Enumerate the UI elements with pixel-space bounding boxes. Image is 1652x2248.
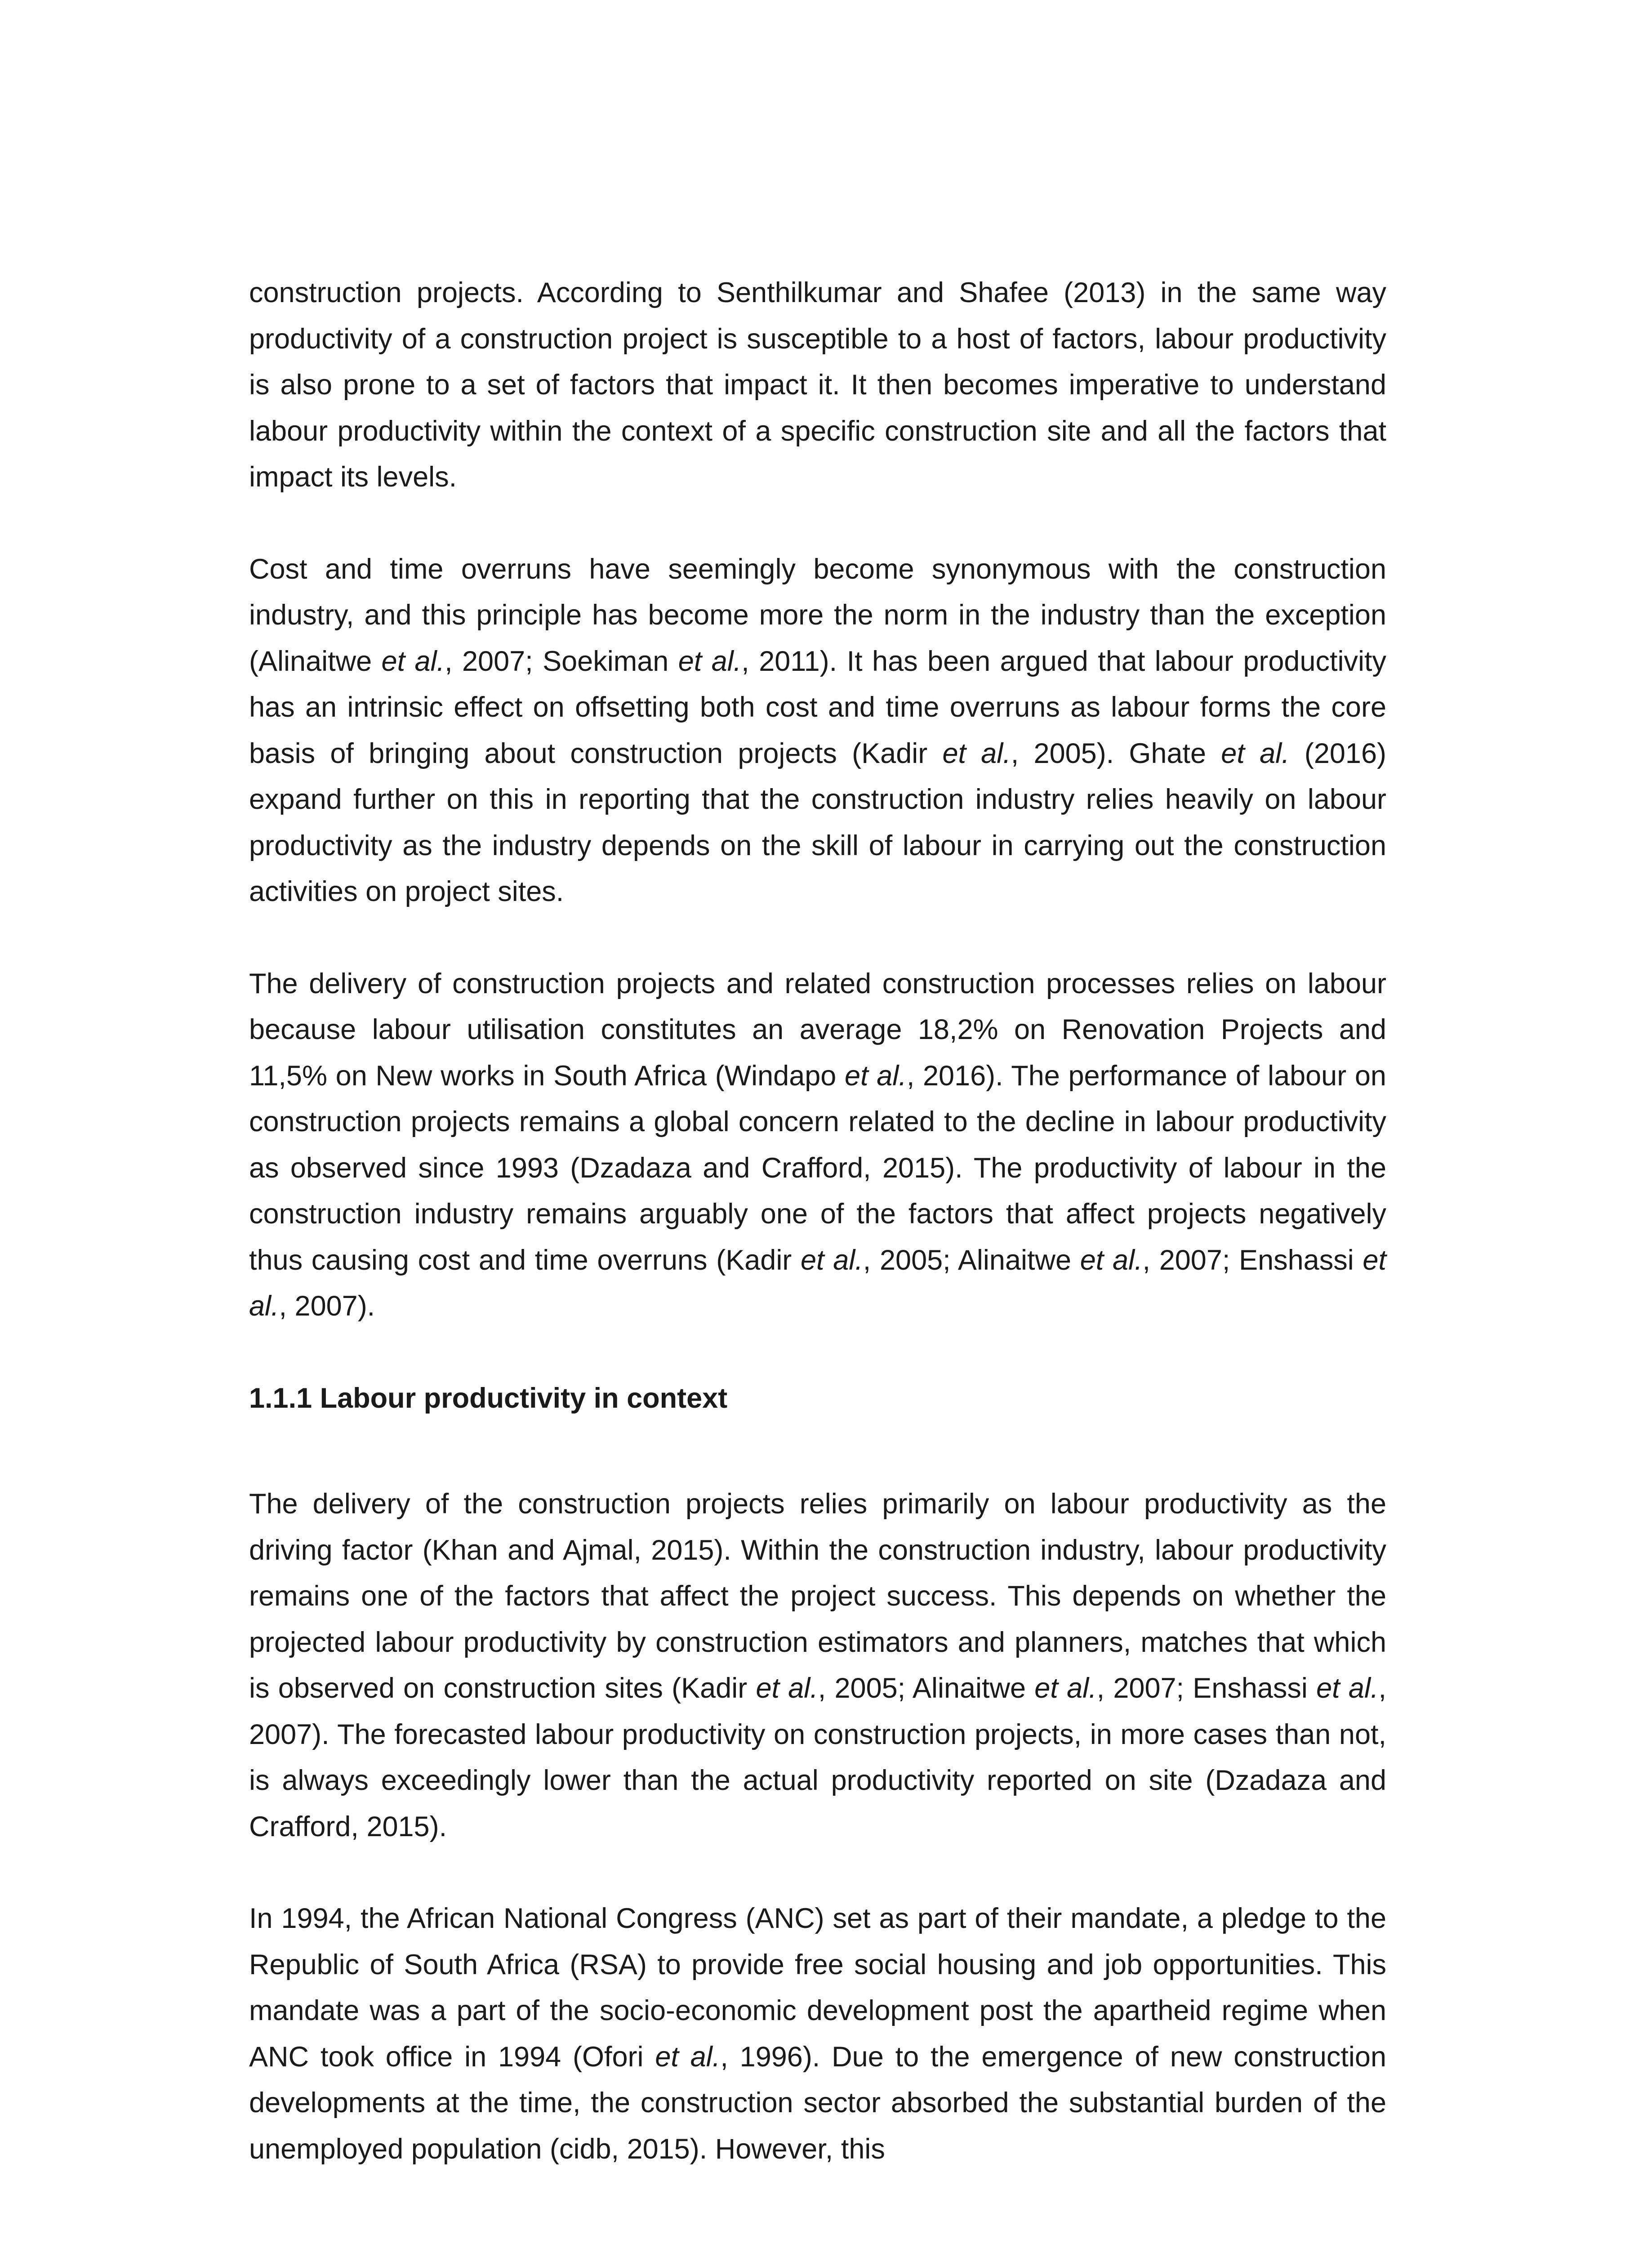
italic-text: et al. <box>756 1673 818 1704</box>
text-run: , 2007; Enshassi <box>1142 1244 1363 1276</box>
text-run: (2016) expand further on this in reporting that the construction industry relies heavily on labour productivity as the industry depends on the skill of labour in carrying out the construction activities on project sites. <box>249 737 1386 907</box>
italic-text: et al. <box>845 1060 907 1092</box>
body-paragraph <box>249 1896 1386 2172</box>
text-run: , 2007). <box>279 1290 375 1322</box>
italic-text: et al. <box>942 737 1011 769</box>
italic-text: et al. <box>1034 1673 1097 1704</box>
italic-text: et al. <box>1080 1244 1143 1276</box>
text-run: , 2005). Ghate <box>1011 737 1221 769</box>
text-run: The delivery of construction projects and related construction processes relies on labour because labour utilisation constitutes an average 18,2% on Renovation Projects and 11,5% on New works in South Africa (Windapo <box>249 968 1386 1092</box>
paragraph-group-after-heading <box>249 1481 1386 2172</box>
body-paragraph <box>249 546 1386 915</box>
text-run: , 1996). Due to the emergence of new construction developments at the time, the construction sector absorbed the substantial burden of the unemployed population (cidb, 2015). However, this <box>249 2041 1386 2165</box>
text-run: , 2011). It has been argued that labour productivity has an intrinsic effect on offsetting both cost and time overruns as labour forms the core basis of bringing about construction projects (Kadir <box>249 645 1386 769</box>
text-run: construction projects. According to Senthilkumar and Shafee (2013) in the same way productivity of a construction project is susceptible to a host of factors, labour productivity is also prone to a set of factors that impact it. It then becomes imperative to understand labour productivity within the context of a specific construction site and all the factors that impact its levels. <box>249 277 1386 493</box>
body-paragraph <box>249 1481 1386 1850</box>
text-run: Cost and time overruns have seemingly become synonymous with the construction industry, and this principle has become more the norm in the industry than the exception (Alinaitwe <box>249 553 1386 677</box>
italic-text: et al. <box>678 645 742 677</box>
italic-text: et al. <box>1221 737 1290 769</box>
text-run: , 2007; Enshassi <box>1096 1673 1317 1704</box>
text-run: , 2005; Alinaitwe <box>818 1673 1035 1704</box>
page-body <box>249 270 1386 2218</box>
italic-text: et al. <box>1316 1673 1379 1704</box>
text-run: , 2007). The forecasted labour productivity on construction projects, in more cases than not, is always exceedingly lower than the actual productivity reported on site (Dzadaza and Crafford, 2015). <box>249 1673 1386 1842</box>
text-run: , 2016). The performance of labour on construction projects remains a global concern related to the decline in labour productivity as observed since 1993 (Dzadaza and Crafford, 2015). The productivity of labour in the construction industry remains arguably one of the factors that affect projects negatively thus causing cost and time overruns (Kadir <box>249 1060 1386 1276</box>
text-run: The delivery of the construction projects relies primarily on labour productivity as the driving factor (Khan and Ajmal, 2015). Within the construction industry, labour productivity remains one of the factors that affect the project success. This depends on whether the projected labour productivity by construction estimators and planners, matches that which is observed on construction sites (Kadir <box>249 1488 1386 1704</box>
text-run: In 1994, the African National Congress (ANC) set as part of their mandate, a pledge to the Republic of South Africa (RSA) to provide free social housing and job opportunities. This mandate was a part of the socio-economic development post the apartheid regime when ANC took office in 1994 (Ofori <box>249 1903 1386 2073</box>
italic-text: et al. <box>249 1244 1386 1322</box>
text-run: , 2005; Alinaitwe <box>863 1244 1080 1276</box>
body-paragraph <box>249 961 1386 1329</box>
italic-text: et al. <box>381 645 445 677</box>
italic-text: et al. <box>655 2041 721 2073</box>
paragraph-group-before-heading <box>249 270 1386 1329</box>
section-heading: 1.1.1 Labour productivity in context <box>249 1382 728 1414</box>
body-paragraph <box>249 270 1386 500</box>
text-run: , 2007; Soekiman <box>445 645 678 677</box>
italic-text: et al. <box>801 1244 863 1276</box>
